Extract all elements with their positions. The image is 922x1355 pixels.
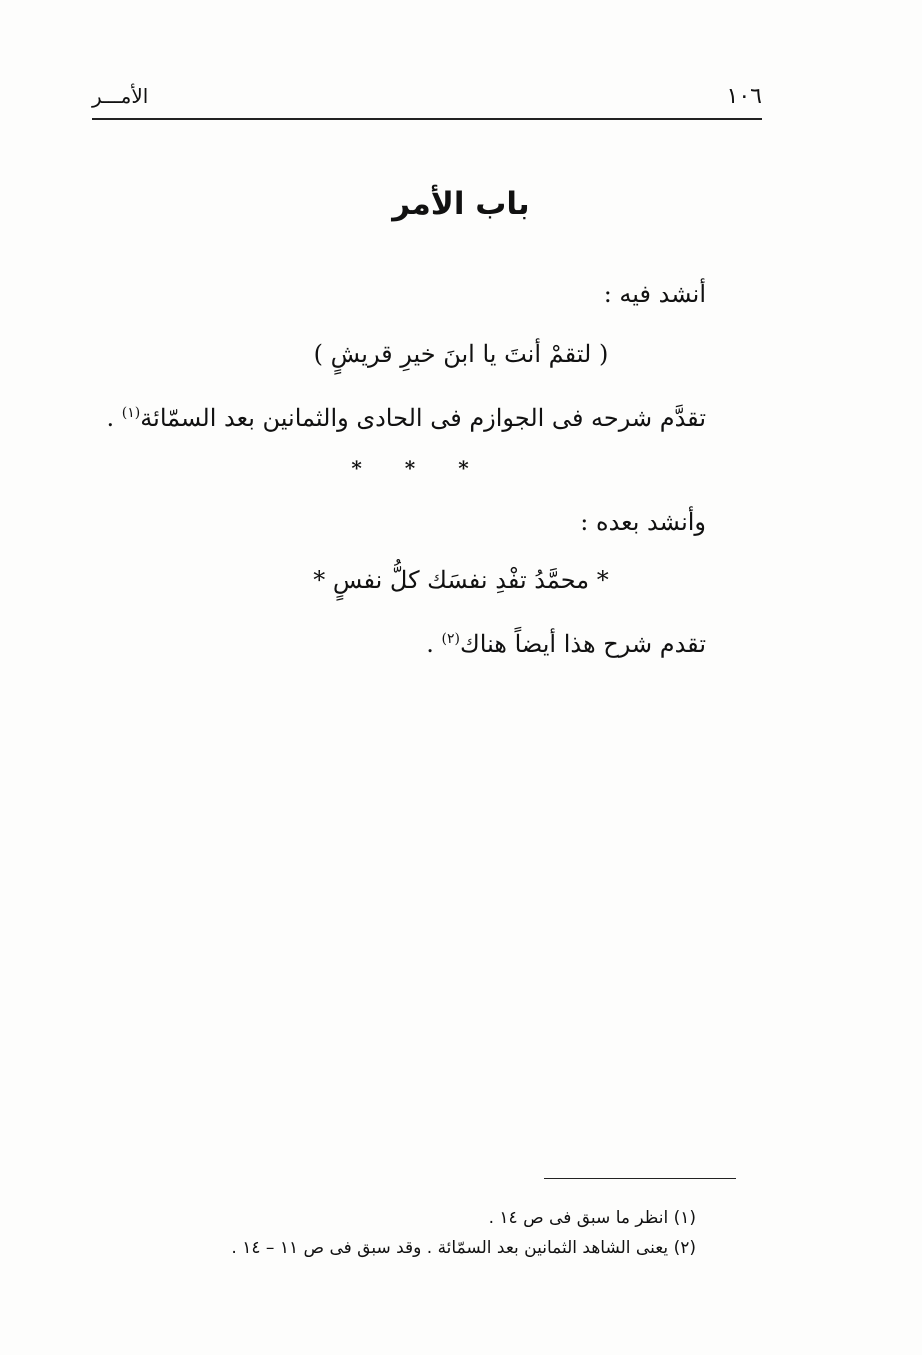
verse-2: * محمَّدُ تفْدِ نفسَك كلُّ نفسٍ * [313,566,609,594]
footnote-1: (١) انظر ما سبق فى ص ١٤ . [488,1208,696,1228]
verse-1: ( لتقمْ أنتَ يا ابنَ خيرِ قريشٍ ) [313,340,609,368]
chapter-title: باب الأمر [392,186,530,222]
commentary-1 [106,404,706,433]
footnote-ref-1: (١) [121,405,141,421]
page-number: ١٠٦ [726,84,762,109]
commentary-2-text: تقدم شرح هذا أيضاً هناك [459,630,706,658]
running-head [92,84,762,114]
header-rule [92,118,762,120]
commentary-2 [166,630,706,659]
commentary-1-end: . [106,404,122,432]
commentary-2-end: . [426,630,442,658]
intro-line-2: وأنشد بعده : [580,508,706,536]
running-title: الأمـــر [92,84,149,108]
commentary-1-text: تقدَّم شرحه فى الجوازم فى الحادى والثمانين بعد السمّائة [140,404,706,432]
footnote-rule [544,1178,736,1179]
footnote-ref-2: (٢) [441,631,460,647]
intro-line-1: أنشد فيه : [603,280,706,308]
section-separator: * * * [351,456,487,480]
footnote-2: (٢) يعنى الشاهد الثمانين بعد السمّائة . وقد سبق فى ص ١١ – ١٤ . [231,1238,696,1258]
